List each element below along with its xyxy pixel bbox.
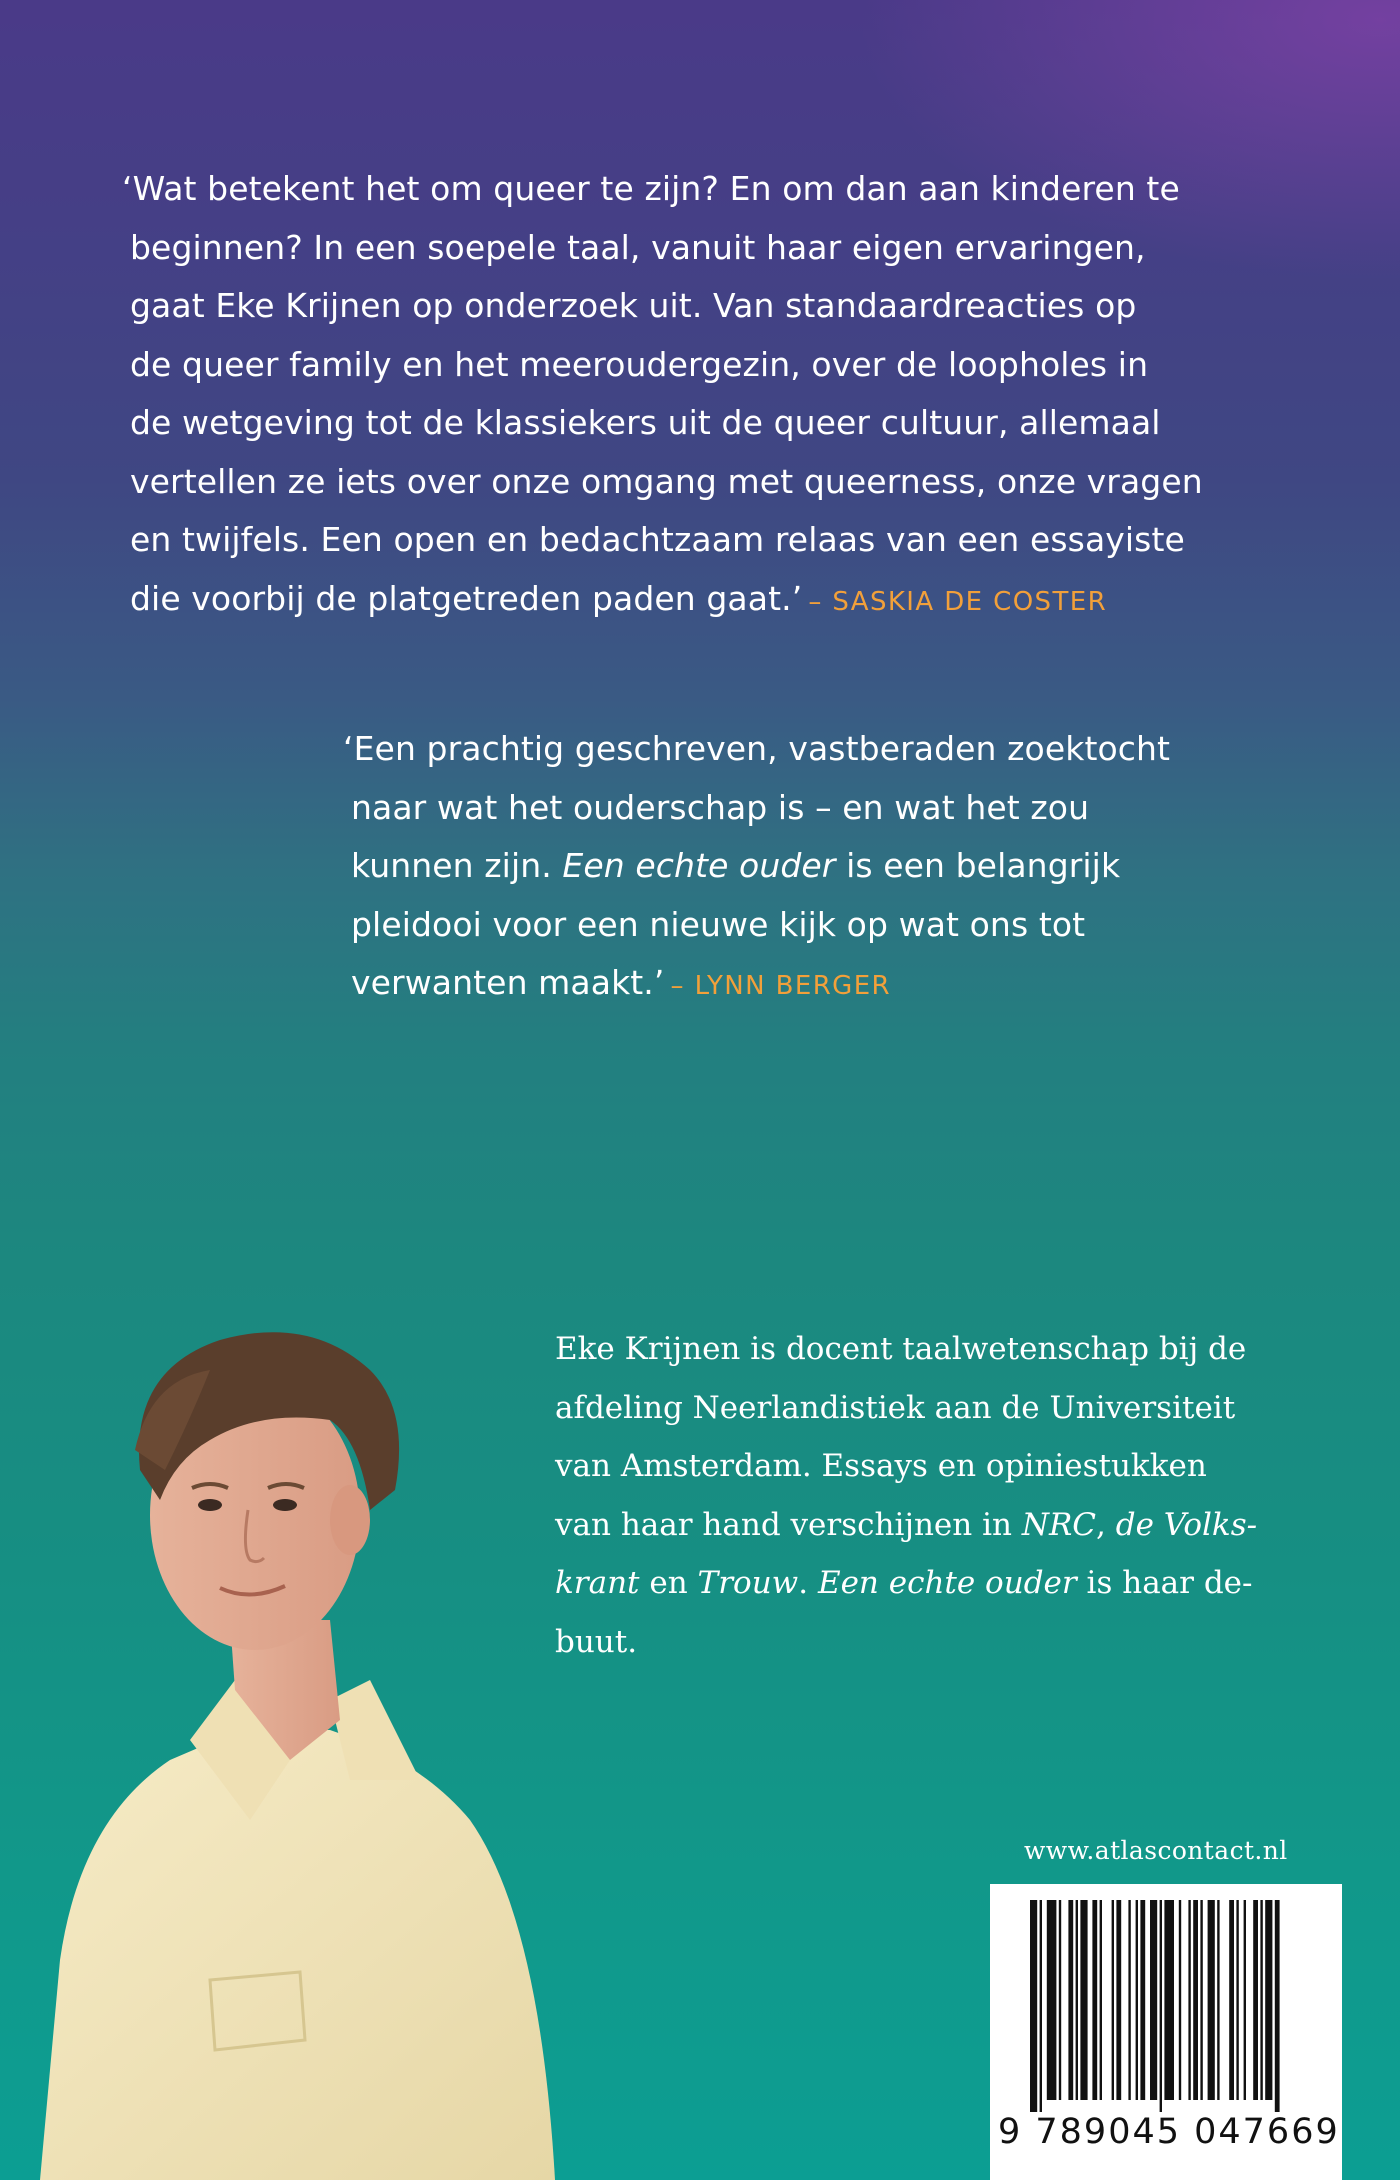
bio-text: ,: [1096, 1506, 1116, 1543]
barcode-bars: [990, 1884, 1342, 2112]
quote-line-last: [343, 954, 1223, 1016]
bio-line: [555, 1320, 1255, 1379]
quote-line: gaat Eke Krijnen op onderzoek uit. Van standaardreacties op: [130, 286, 1137, 325]
barcode-bar: [1236, 1900, 1238, 2100]
barcode-bar: [1136, 1900, 1138, 2100]
barcode-bar: [1030, 1900, 1037, 2112]
barcode-bar: [1244, 1900, 1246, 2100]
barcode-bar: [1164, 1900, 1174, 2100]
quote-text: is een belangrijk: [835, 846, 1121, 885]
barcode-bar: [1076, 1900, 1078, 2100]
barcode-bar: [1265, 1900, 1272, 2100]
quote-line: beginnen? In een soepele taal, vanuit haar eigen ervaringen,: [130, 227, 1146, 267]
barcode-bar: [1179, 1900, 1181, 2100]
bio-line: [555, 1554, 1255, 1613]
bio-text: en: [639, 1565, 698, 1601]
quote-saskia-de-coster: [122, 160, 1242, 631]
quote-line: ‘Wat betekent het om queer te zijn? En om dan aan kinderen te: [122, 169, 1180, 208]
quote-line: de queer family en het meeroudergezin, over de loopholes in: [130, 344, 1149, 384]
bio-line: van Amsterdam. Essays en opiniestukken: [555, 1448, 1207, 1484]
newspaper-volkskrant-cont: krant: [555, 1565, 640, 1601]
publisher-url: www.atlascontact.nl: [1024, 1836, 1288, 1865]
quote-line: en twijfels. Een open en bedachtzaam relaas van een essayiste: [130, 520, 1185, 559]
quote-attribution: – SASKIA DE COSTER: [808, 586, 1108, 617]
barcode-bar: [1193, 1900, 1198, 2100]
barcode-bar: [1208, 1900, 1215, 2100]
bio-text: van haar hand verschijnen in: [555, 1506, 1022, 1543]
quote-attribution: – LYNN BERGER: [670, 971, 892, 1001]
quote-line: [343, 837, 1223, 896]
barcode: [990, 1884, 1342, 2180]
author-photo: [0, 1260, 600, 2180]
quote-line: naar wat het ouderschap is – en wat het zou: [351, 787, 1090, 827]
barcode-bar: [1260, 1900, 1262, 2100]
newspaper-trouw: Trouw: [697, 1565, 799, 1601]
barcode-bar: [1188, 1900, 1190, 2100]
author-bio: [555, 1320, 1258, 1671]
quote-lynn-berger: [343, 720, 1223, 1016]
bio-line: [555, 1496, 1258, 1555]
author-name: Eke Krijnen: [555, 1331, 741, 1367]
isbn-number: 9 789045 047669: [998, 2112, 1340, 2152]
bio-text: is haar de-: [1076, 1565, 1253, 1601]
barcode-bar: [1040, 1900, 1042, 2112]
barcode-bar: [1160, 1900, 1162, 2112]
barcode-bar: [1100, 1900, 1102, 2100]
quote-line: ‘Een prachtig geschreven, vastberaden zoektocht: [343, 729, 1171, 768]
quote-line-text: die voorbij de platgetreden paden gaat.’: [130, 578, 803, 618]
barcode-bar: [1229, 1900, 1234, 2100]
quote-line: vertellen ze iets over onze omgang met queerness, onze vragen: [130, 461, 1203, 501]
barcode-bar: [1217, 1900, 1219, 2100]
barcode-bar: [1200, 1900, 1202, 2100]
barcode-bar: [1253, 1900, 1258, 2100]
barcode-bar: [1080, 1900, 1087, 2100]
barcode-bar: [1059, 1900, 1061, 2100]
barcode-bar: [1275, 1900, 1280, 2112]
barcode-bar: [1116, 1900, 1121, 2100]
quote-line-last: [122, 570, 1242, 632]
bio-line: afdeling Neerlandistiek aan de Universiteit: [555, 1389, 1236, 1426]
barcode-bar: [1128, 1900, 1130, 2100]
bio-text: is docent taalwetenschap bij de: [740, 1331, 1247, 1367]
barcode-bar: [1047, 1900, 1057, 2100]
bio-line: buut.: [555, 1623, 638, 1660]
quote-text: kunnen zijn.: [351, 846, 563, 885]
newspaper-volkskrant: de Volks-: [1115, 1506, 1258, 1543]
book-title: Een echte ouder: [817, 1565, 1077, 1601]
newspaper-nrc: NRC: [1021, 1506, 1097, 1543]
quote-line: pleidooi voor een nieuwe kijk op wat ons tot: [351, 904, 1086, 944]
barcode-bar: [1092, 1900, 1097, 2100]
barcode-bar: [1140, 1900, 1145, 2100]
bio-text: .: [798, 1565, 818, 1601]
barcode-bar: [1068, 1900, 1073, 2100]
quote-line: de wetgeving tot de klassiekers uit de queer cultuur, allemaal: [130, 403, 1161, 442]
barcode-bar: [1112, 1900, 1114, 2100]
barcode-bar: [1150, 1900, 1157, 2100]
quote-line-text: verwanten maakt.’: [351, 963, 665, 1002]
book-title: Een echte ouder: [562, 846, 836, 885]
